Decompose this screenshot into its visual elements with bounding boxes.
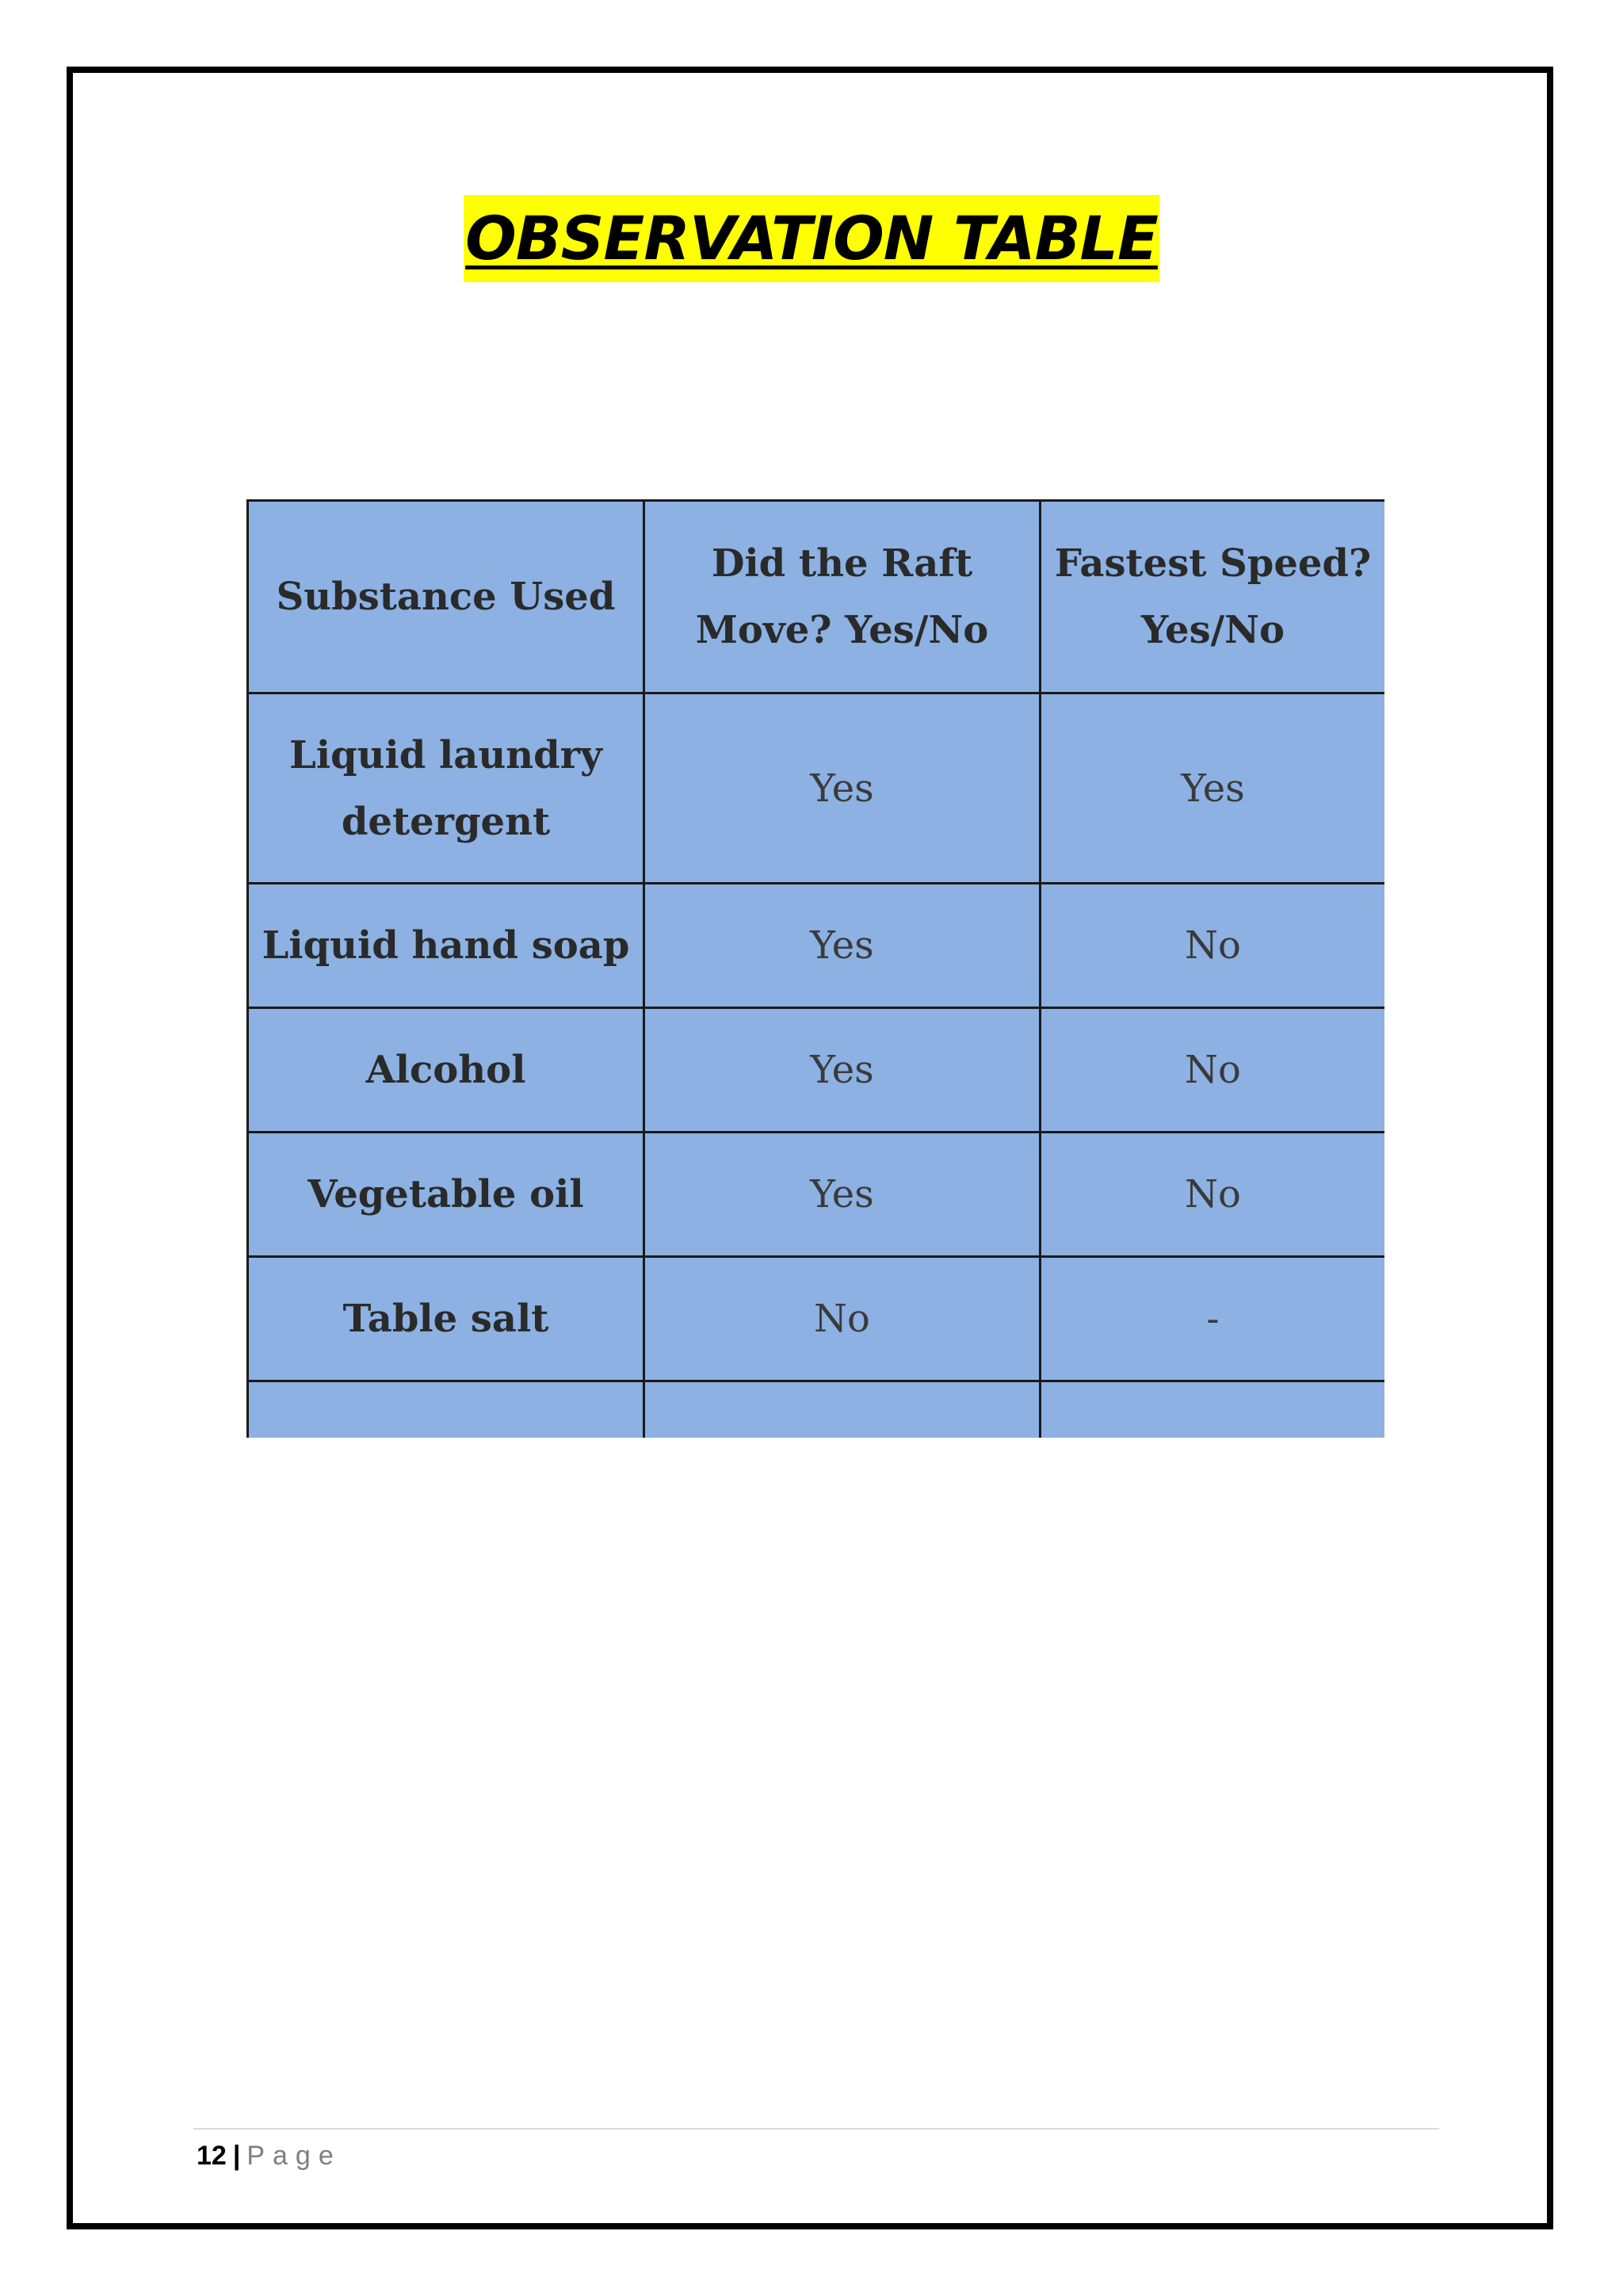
row-raft-moved: Yes xyxy=(644,884,1041,1008)
empty-cell xyxy=(644,1381,1041,1438)
header-substance: Substance Used xyxy=(248,501,644,693)
row-fastest-speed: Yes xyxy=(1041,693,1385,884)
row-substance: Liquid hand soap xyxy=(248,884,644,1008)
row-fastest-speed: No xyxy=(1041,1133,1385,1257)
row-substance: Liquid laundry detergent xyxy=(248,693,644,884)
footer-separator: | xyxy=(232,2141,241,2171)
header-fastest-speed: Fastest Speed? Yes/No xyxy=(1041,501,1385,693)
table-row xyxy=(248,884,1385,1008)
table-row-cropped xyxy=(248,1381,1385,1438)
page-label: Page xyxy=(246,2141,342,2171)
row-raft-moved: Yes xyxy=(644,693,1041,884)
row-raft-moved: No xyxy=(644,1257,1041,1381)
page-number: 12 xyxy=(197,2141,227,2171)
title-container xyxy=(0,195,1623,282)
empty-cell xyxy=(1041,1381,1385,1438)
header-raft-moved: Did the Raft Move? Yes/No xyxy=(644,501,1041,693)
row-raft-moved: Yes xyxy=(644,1008,1041,1133)
table-header-row xyxy=(248,501,1385,693)
row-fastest-speed: No xyxy=(1041,884,1385,1008)
row-raft-moved: Yes xyxy=(644,1133,1041,1257)
observation-table-image xyxy=(246,499,1384,1438)
row-fastest-speed: - xyxy=(1041,1257,1385,1381)
table-row xyxy=(248,1008,1385,1133)
observation-table xyxy=(246,499,1384,1438)
table-row xyxy=(248,1133,1385,1257)
row-fastest-speed: No xyxy=(1041,1008,1385,1133)
page-title: OBSERVATION TABLE xyxy=(464,195,1159,282)
page-footer xyxy=(197,2137,342,2174)
table-row xyxy=(248,693,1385,884)
row-substance: Vegetable oil xyxy=(248,1133,644,1257)
row-substance: Table salt xyxy=(248,1257,644,1381)
table-row xyxy=(248,1257,1385,1381)
row-substance: Alcohol xyxy=(248,1008,644,1133)
footer-divider xyxy=(193,2128,1439,2130)
empty-cell xyxy=(248,1381,644,1438)
